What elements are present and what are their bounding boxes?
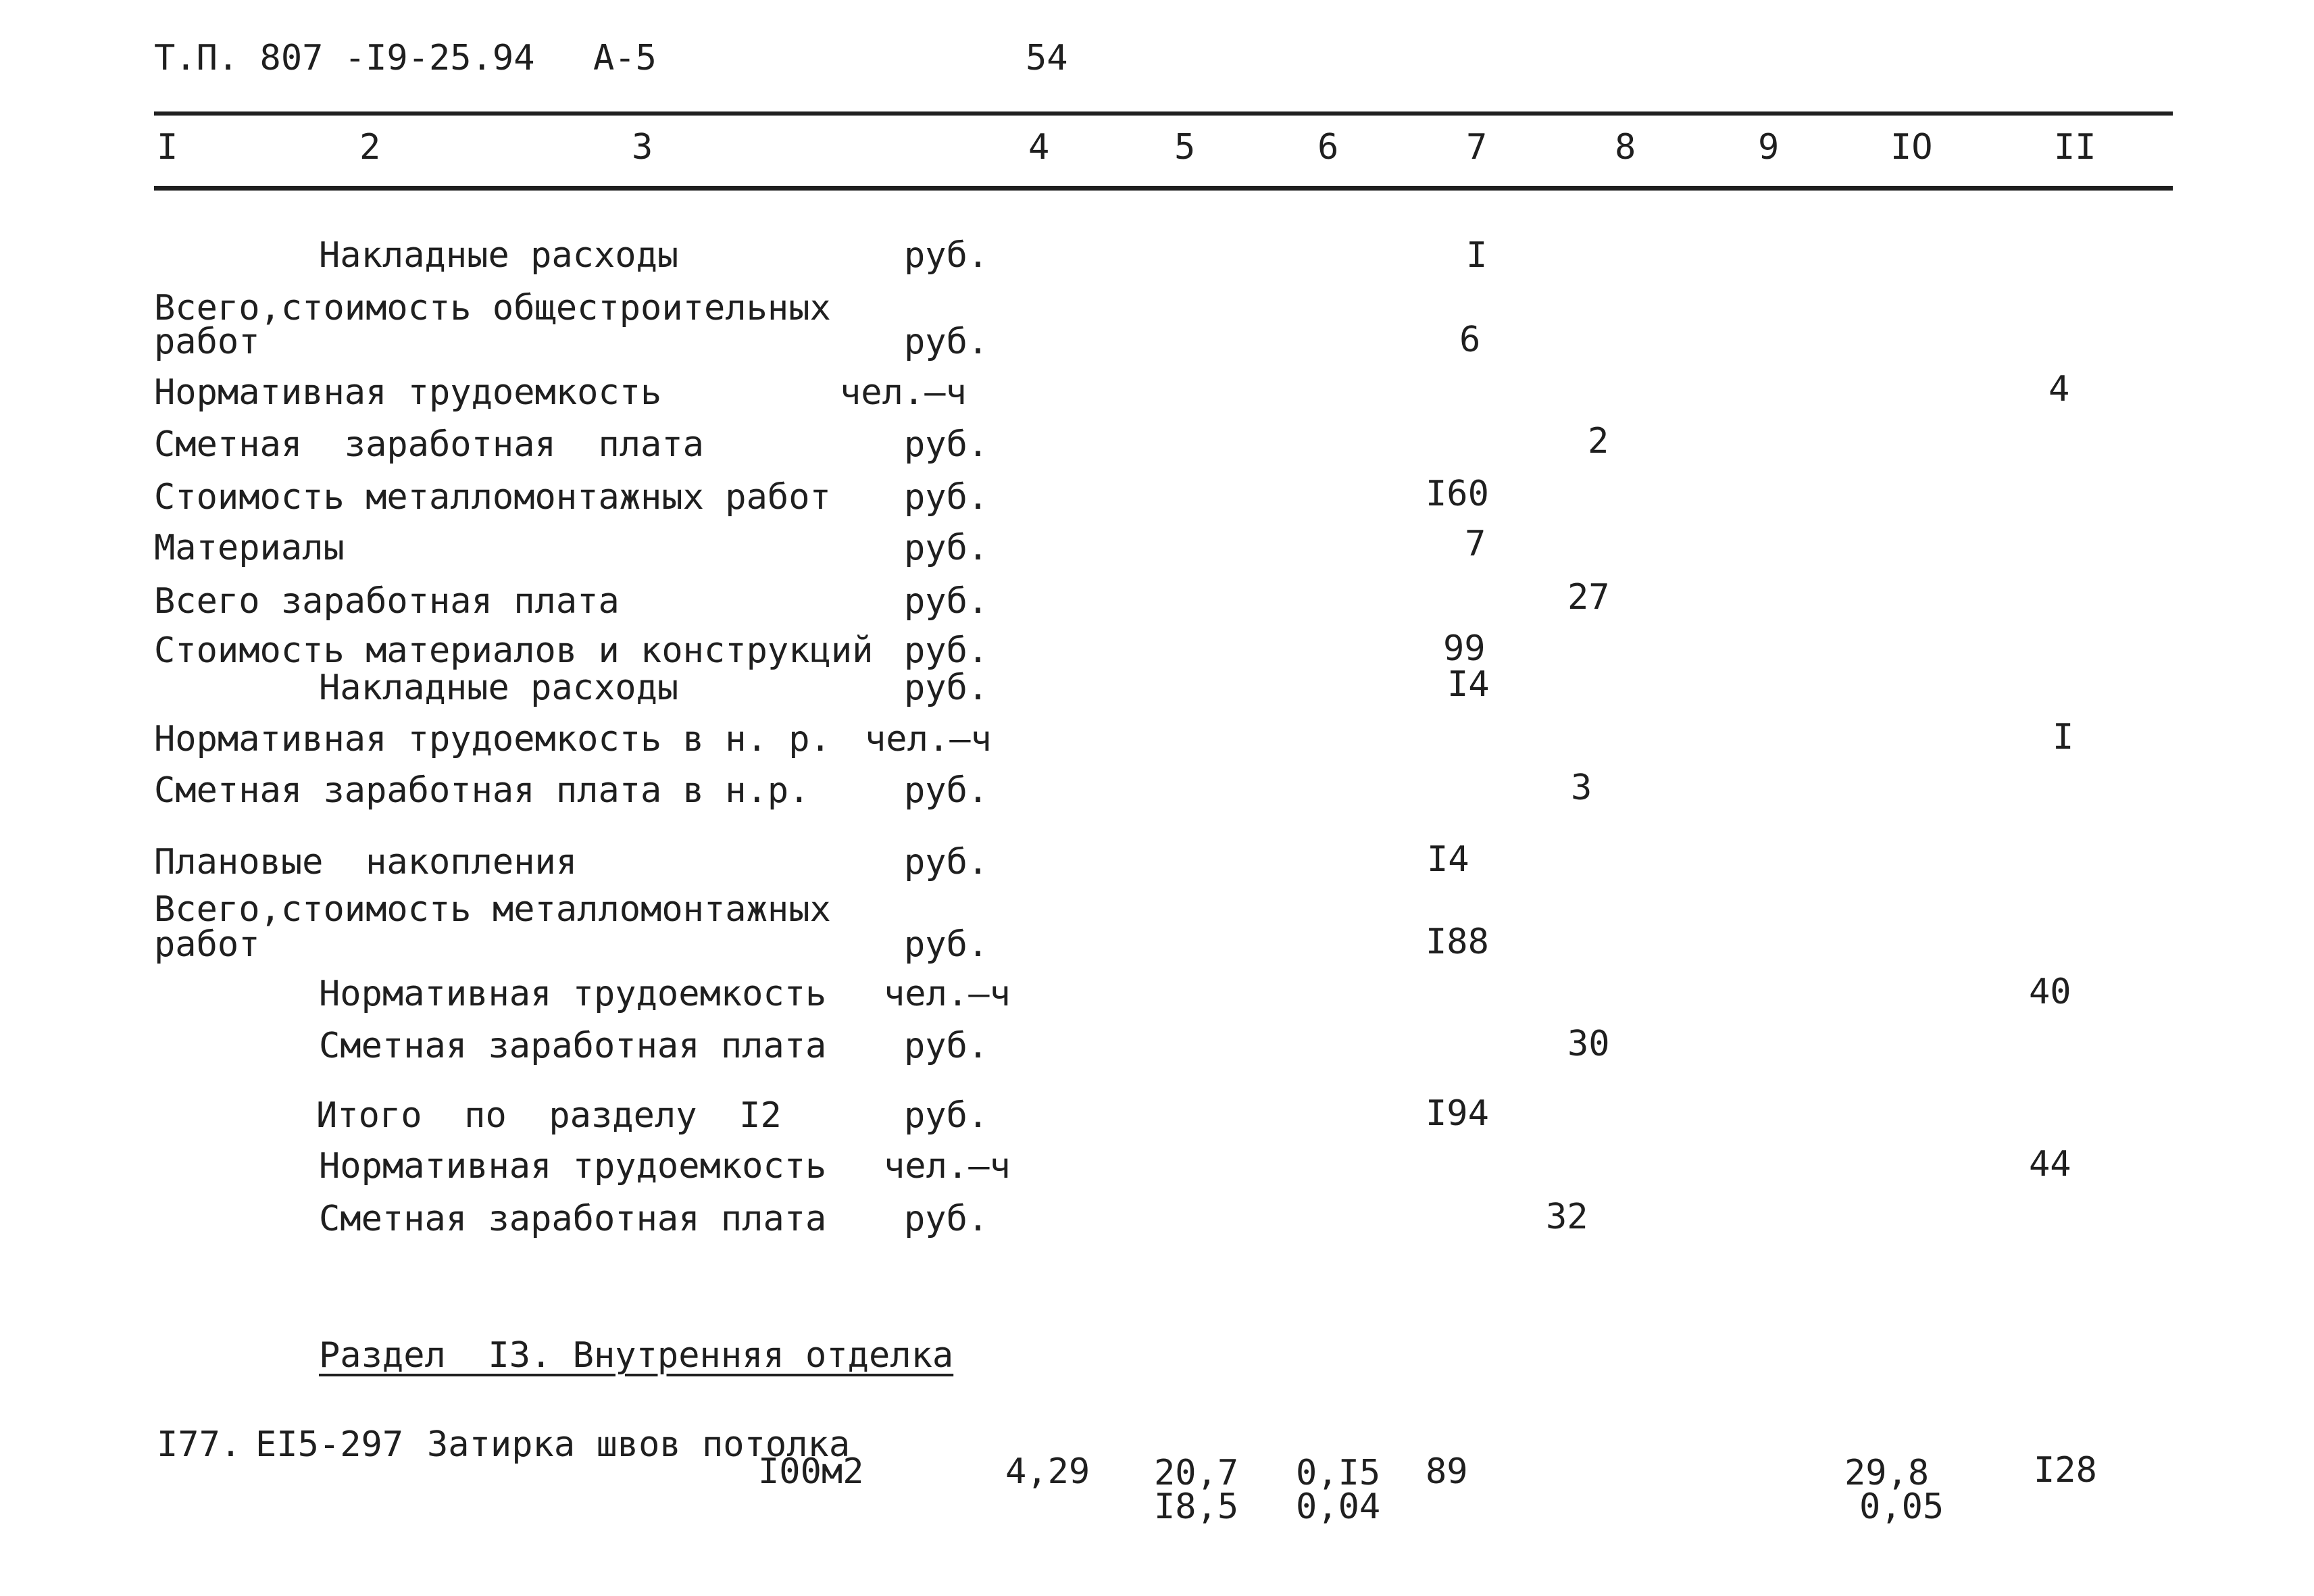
item-value-col6-bottom: 0,04 bbox=[1296, 1487, 1381, 1527]
row-label: Нормативная трудоемкость bbox=[319, 974, 827, 1014]
header-bottom-rule bbox=[154, 186, 2173, 191]
row-unit: чел.–ч bbox=[884, 974, 1011, 1014]
row-unit: чел.–ч bbox=[884, 1146, 1011, 1187]
column-number-5: 5 bbox=[1174, 127, 1196, 168]
row-unit: руб. bbox=[904, 528, 989, 568]
row-label: Сметная заработная плата bbox=[319, 1199, 827, 1239]
row-unit: руб. bbox=[904, 770, 989, 811]
row-unit: чел.–ч bbox=[865, 719, 992, 759]
item-code: EI5-297 bbox=[255, 1424, 404, 1465]
row-unit: руб. bbox=[904, 477, 989, 518]
item-value-col6-top: 0,I5 bbox=[1296, 1453, 1381, 1493]
row-label: Плановые накопления bbox=[154, 842, 578, 882]
item-value-col5-top: 20,7 bbox=[1154, 1453, 1239, 1493]
row-unit: руб. bbox=[904, 842, 989, 882]
item-value-col10-bottom: 0,05 bbox=[1859, 1487, 1944, 1527]
row-unit: руб. bbox=[904, 581, 989, 622]
row-value-col11: 44 bbox=[2029, 1144, 2071, 1184]
row-value-col7: I88 bbox=[1426, 922, 1489, 962]
item-value-col4: 4,29 bbox=[1005, 1451, 1090, 1492]
column-number-6: 6 bbox=[1317, 127, 1339, 168]
row-label: Нормативная трудоемкость bbox=[319, 1146, 827, 1187]
row-unit: руб. bbox=[904, 322, 989, 362]
item-name: Затирка швов потолка bbox=[427, 1424, 851, 1465]
row-unit: руб. bbox=[904, 1026, 989, 1066]
item-value-col11: I28 bbox=[2034, 1450, 2097, 1491]
row-label: Накладные расходы bbox=[319, 668, 679, 708]
row-label: Нормативная трудоемкость в н. р. bbox=[154, 719, 831, 759]
row-label: Всего заработная плата bbox=[154, 581, 620, 622]
row-unit: руб. bbox=[904, 424, 989, 465]
row-value-col7: I4 bbox=[1447, 664, 1490, 705]
row-label: Стоимость материалов и конструкций bbox=[154, 630, 874, 671]
column-number-11: II bbox=[2054, 127, 2096, 168]
header-top-rule bbox=[154, 111, 2173, 116]
column-number-3: 3 bbox=[632, 127, 653, 168]
page-number: 54 bbox=[1026, 38, 1068, 78]
column-number-9: 9 bbox=[1758, 127, 1780, 168]
row-unit: руб. bbox=[904, 924, 989, 965]
row-value-col8: 32 bbox=[1546, 1197, 1588, 1237]
item-value-col10-top: 29,8 bbox=[1844, 1453, 1930, 1493]
row-value-col7: 7 bbox=[1465, 524, 1486, 564]
column-number-10: IO bbox=[1890, 127, 1933, 168]
row-label: Сметная заработная плата bbox=[319, 1026, 827, 1066]
row-label: Итого по разделу I2 bbox=[316, 1095, 782, 1136]
row-label-line1: Всего,стоимость металломонтажных bbox=[154, 889, 831, 930]
row-value-col7: I bbox=[1466, 235, 1488, 276]
row-label-line2: работ bbox=[154, 322, 260, 362]
row-label: Стоимость металломонтажных работ bbox=[154, 477, 831, 518]
row-label: Сметная заработная плата в н.р. bbox=[154, 770, 810, 811]
row-value-col11: 40 bbox=[2029, 972, 2071, 1012]
row-unit: руб. bbox=[904, 668, 989, 708]
row-label: Накладные расходы bbox=[319, 235, 679, 276]
row-unit: руб. bbox=[904, 235, 989, 276]
row-value-col11: I bbox=[2053, 717, 2074, 757]
row-value-col7: 99 bbox=[1443, 628, 1486, 669]
row-value-col8: 3 bbox=[1571, 768, 1592, 808]
row-value-col7: I94 bbox=[1426, 1093, 1489, 1134]
column-number-1: I bbox=[157, 127, 178, 168]
item-number: I77. bbox=[157, 1424, 242, 1465]
row-label-line1: Всего,стоимость общестроительных bbox=[154, 288, 831, 328]
item-value-col7: 89 bbox=[1426, 1451, 1468, 1492]
doc-code: Т.П. 807 -I9-25.94 bbox=[154, 38, 535, 78]
row-value-col8: 2 bbox=[1588, 421, 1609, 462]
row-value-col7: 6 bbox=[1459, 320, 1481, 360]
row-label-line2: работ bbox=[154, 924, 260, 965]
item-value-col5-bottom: I8,5 bbox=[1154, 1487, 1239, 1527]
row-unit: руб. bbox=[904, 1199, 989, 1239]
row-value-col7: I60 bbox=[1426, 474, 1489, 514]
row-value-col8: 30 bbox=[1567, 1024, 1610, 1064]
row-unit: руб. bbox=[904, 630, 989, 671]
row-label: Сметная заработная плата bbox=[154, 424, 704, 465]
row-value-col11: 4 bbox=[2048, 369, 2070, 409]
album-code: А-5 bbox=[593, 38, 657, 78]
row-unit: руб. bbox=[904, 1095, 989, 1136]
column-number-7: 7 bbox=[1466, 127, 1488, 168]
section-title: Раздел I3. Внутренняя отделка bbox=[319, 1335, 954, 1376]
row-label: Материалы bbox=[154, 528, 345, 568]
column-number-4: 4 bbox=[1028, 127, 1050, 168]
row-value-col7: I4 bbox=[1427, 839, 1469, 880]
row-value-col8: 27 bbox=[1567, 577, 1610, 618]
row-label: Нормативная трудоемкость bbox=[154, 372, 662, 413]
column-number-8: 8 bbox=[1615, 127, 1636, 168]
row-unit: чел.–ч bbox=[840, 372, 967, 413]
column-number-2: 2 bbox=[359, 127, 381, 168]
item-unit: I00м2 bbox=[758, 1451, 864, 1492]
